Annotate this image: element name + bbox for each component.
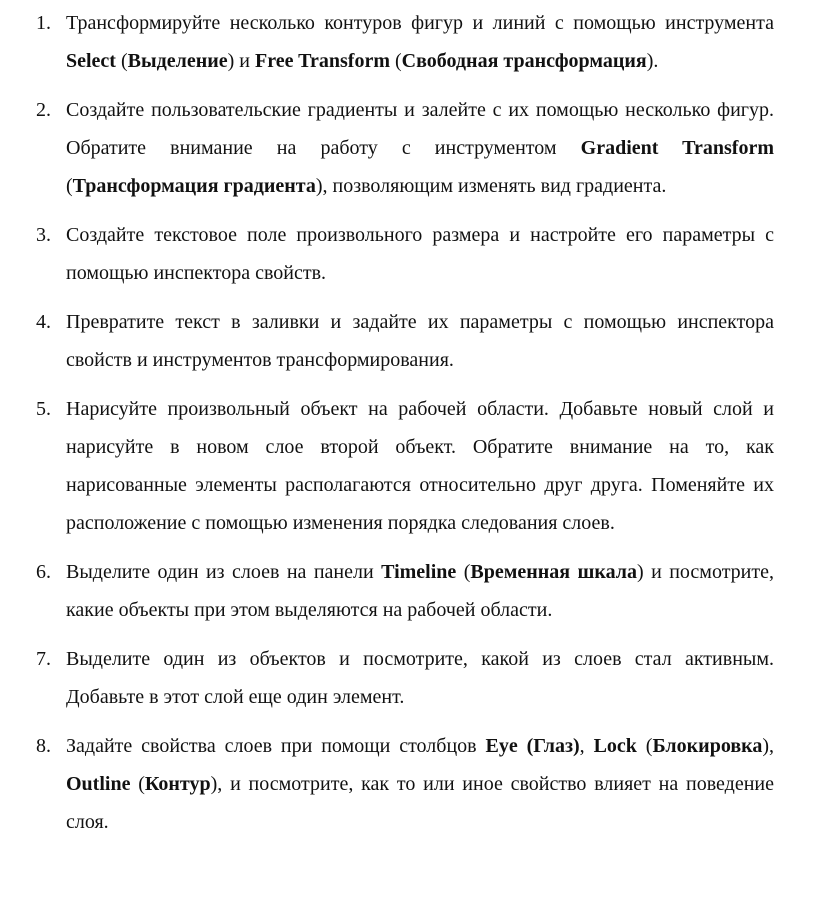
task-text xyxy=(66,390,774,542)
bold-term: Timeline xyxy=(381,561,457,583)
text-run: ( xyxy=(66,175,73,197)
task-number: 5. xyxy=(36,398,51,420)
task-text xyxy=(66,91,774,205)
task-text xyxy=(66,303,774,379)
text-run: Выделите один из объектов и посмотрите, какой из слоев стал активным. Добавьте в этот слой еще один элемент. xyxy=(66,648,774,708)
text-run: ( xyxy=(115,50,128,72)
text-run: Выделите один из слоев на панели xyxy=(66,561,382,583)
bold-term: Gradient Transform xyxy=(580,137,774,159)
task-text xyxy=(66,216,774,292)
text-run: Задайте свойства слоев при помощи столбцов xyxy=(66,735,486,757)
task-number: 3. xyxy=(36,224,51,246)
text-run: Нарисуйте произвольный объект на рабочей области. Добавьте новый слой и нарисуйте в новом слое второй объект. Обратите внимание на то, как нарисованные элементы располагаются относительно друг друга. Поменяйте их расположение с помощью изменения порядка следования слоев. xyxy=(66,398,774,534)
task-number: 6. xyxy=(36,561,51,583)
bold-term: Свободная трансформация xyxy=(401,50,647,72)
text-run: ), и посмотрите, как то или иное свойство влияет на поведение слоя. xyxy=(66,773,774,833)
task-number: 4. xyxy=(36,311,51,333)
bold-term: Контур xyxy=(144,773,211,795)
task-item xyxy=(36,390,774,542)
task-number: 8. xyxy=(36,735,51,757)
task-number: 1. xyxy=(36,12,51,34)
task-text xyxy=(66,4,774,80)
text-run: ) и посмотрите, какие объекты при этом выделяются на рабочей области. xyxy=(66,561,775,621)
bold-term: Выделение xyxy=(127,50,228,72)
task-item xyxy=(36,4,774,80)
text-run: ) и xyxy=(227,50,256,72)
text-run: Создайте текстовое поле произвольного размера и настройте его параметры с помощью инспектора свойств. xyxy=(66,224,774,284)
bold-term: Free Transform xyxy=(255,50,390,72)
task-text xyxy=(66,553,774,629)
task-item xyxy=(36,91,774,205)
task-item xyxy=(36,640,774,716)
bold-term: Outline xyxy=(66,773,131,795)
task-list xyxy=(36,4,774,841)
bold-term: Временная шкала xyxy=(470,561,638,583)
bold-term: Lock xyxy=(593,735,637,757)
text-run: ), xyxy=(762,735,775,757)
text-run: Трансформируйте несколько контуров фигур и линий с помощью инструмента xyxy=(66,12,774,34)
text-run: ). xyxy=(646,50,659,72)
text-run: ( xyxy=(636,735,653,757)
text-run: ( xyxy=(130,773,145,795)
task-item xyxy=(36,553,774,629)
task-text xyxy=(66,727,774,841)
text-run: ( xyxy=(456,561,471,583)
text-run: Превратите текст в заливки и задайте их параметры с помощью инспектора свойств и инструментов трансформирования. xyxy=(66,311,774,371)
text-run: , xyxy=(579,735,594,757)
task-item xyxy=(36,727,774,841)
task-item xyxy=(36,303,774,379)
bold-term: Select xyxy=(66,50,116,72)
text-run: ( xyxy=(389,50,402,72)
bold-term: Блокировка xyxy=(652,735,763,757)
task-number: 7. xyxy=(36,648,51,670)
bold-term: Eye (Глаз) xyxy=(485,735,580,757)
text-run: ), позволяющим изменять вид градиента. xyxy=(315,175,667,197)
task-number: 2. xyxy=(36,99,51,121)
text-run: Создайте пользовательские градиенты и залейте с их помощью несколько фигур. Обратите внимание на работу с инструментом xyxy=(66,99,774,159)
bold-term: Трансформация градиента xyxy=(72,175,316,197)
task-item xyxy=(36,216,774,292)
task-text xyxy=(66,640,774,716)
